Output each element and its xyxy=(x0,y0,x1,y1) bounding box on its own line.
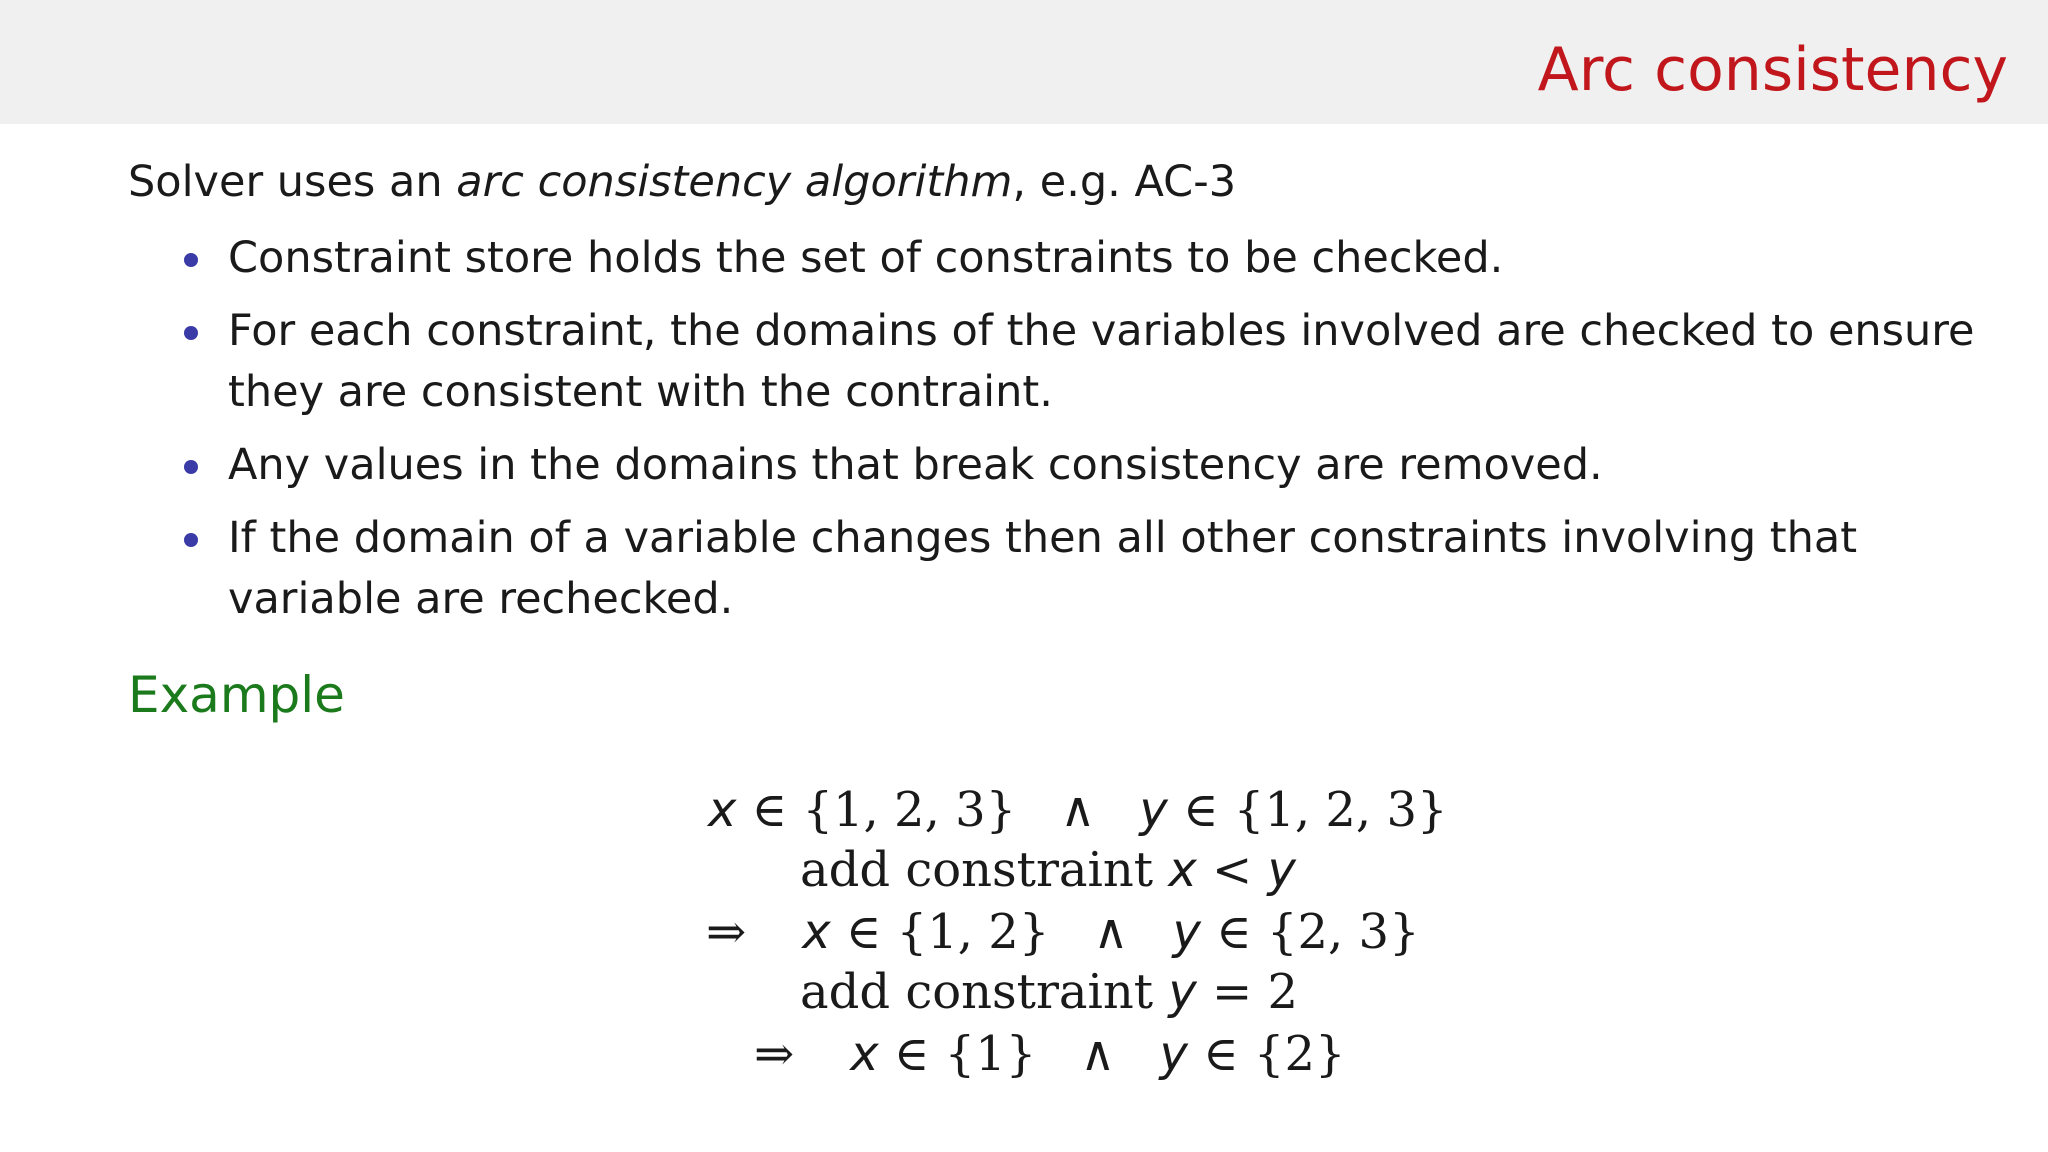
math-text: add constraint xyxy=(800,964,1169,1020)
intro-prefix: Solver uses an xyxy=(128,157,457,207)
implies-icon: ⇒ xyxy=(706,904,747,960)
bullet-text: For each constraint, the domains of the variables involved are checked to ensure they are consistent with the contraint. xyxy=(228,306,1975,417)
math-set: ∈ {1} xyxy=(893,1026,1037,1082)
math-line-5 xyxy=(754,1024,1346,1084)
implies-icon: ⇒ xyxy=(754,1026,795,1082)
math-var: y xyxy=(1172,904,1201,960)
math-var: y xyxy=(1159,1026,1188,1082)
bullet-item xyxy=(180,228,1980,289)
math-var: x xyxy=(802,904,831,960)
bullet-item xyxy=(180,301,1980,423)
math-and: ∧ xyxy=(1093,904,1129,960)
math-var: x xyxy=(708,782,737,838)
bullet-dot-icon xyxy=(184,326,198,340)
intro-emphasis: arc consistency algorithm xyxy=(456,157,1013,207)
bullet-text: Any values in the domains that break consistency are removed. xyxy=(228,440,1603,490)
math-set: ∈ {2, 3} xyxy=(1216,904,1420,960)
math-line-2 xyxy=(800,840,1296,900)
math-var: x xyxy=(850,1026,879,1082)
math-var: y xyxy=(1168,964,1197,1020)
bullet-dot-icon xyxy=(184,253,198,267)
math-op: = 2 xyxy=(1196,964,1299,1020)
bullet-text: If the domain of a variable changes then all other constraints involving that variable are rechecked. xyxy=(228,513,1858,624)
math-set: ∈ {2} xyxy=(1203,1026,1346,1082)
slide-title: Arc consistency xyxy=(1537,35,2008,105)
math-var: y xyxy=(1267,842,1296,898)
math-op: < xyxy=(1196,842,1268,898)
math-line-3 xyxy=(706,902,1420,962)
bullet-item xyxy=(180,435,1980,496)
math-var: x xyxy=(1168,842,1197,898)
bullet-dot-icon xyxy=(184,460,198,474)
math-set: ∈ {1, 2, 3} xyxy=(751,782,1017,838)
intro-suffix: , e.g. AC-3 xyxy=(1012,157,1237,207)
bullet-text: Constraint store holds the set of constraints to be checked. xyxy=(228,233,1504,283)
bullet-dot-icon xyxy=(184,533,198,547)
bullet-list xyxy=(180,228,1980,642)
math-set: ∈ {1, 2, 3} xyxy=(1183,782,1448,838)
math-text: add constraint xyxy=(800,842,1169,898)
intro-sentence xyxy=(128,154,1236,210)
math-and: ∧ xyxy=(1080,1026,1116,1082)
math-set: ∈ {1, 2} xyxy=(845,904,1050,960)
math-line-4 xyxy=(800,962,1298,1022)
math-line-1 xyxy=(708,780,1448,840)
math-var: y xyxy=(1139,782,1168,838)
bullet-item xyxy=(180,508,1980,630)
math-and: ∧ xyxy=(1060,782,1096,838)
example-heading: Example xyxy=(128,666,345,724)
